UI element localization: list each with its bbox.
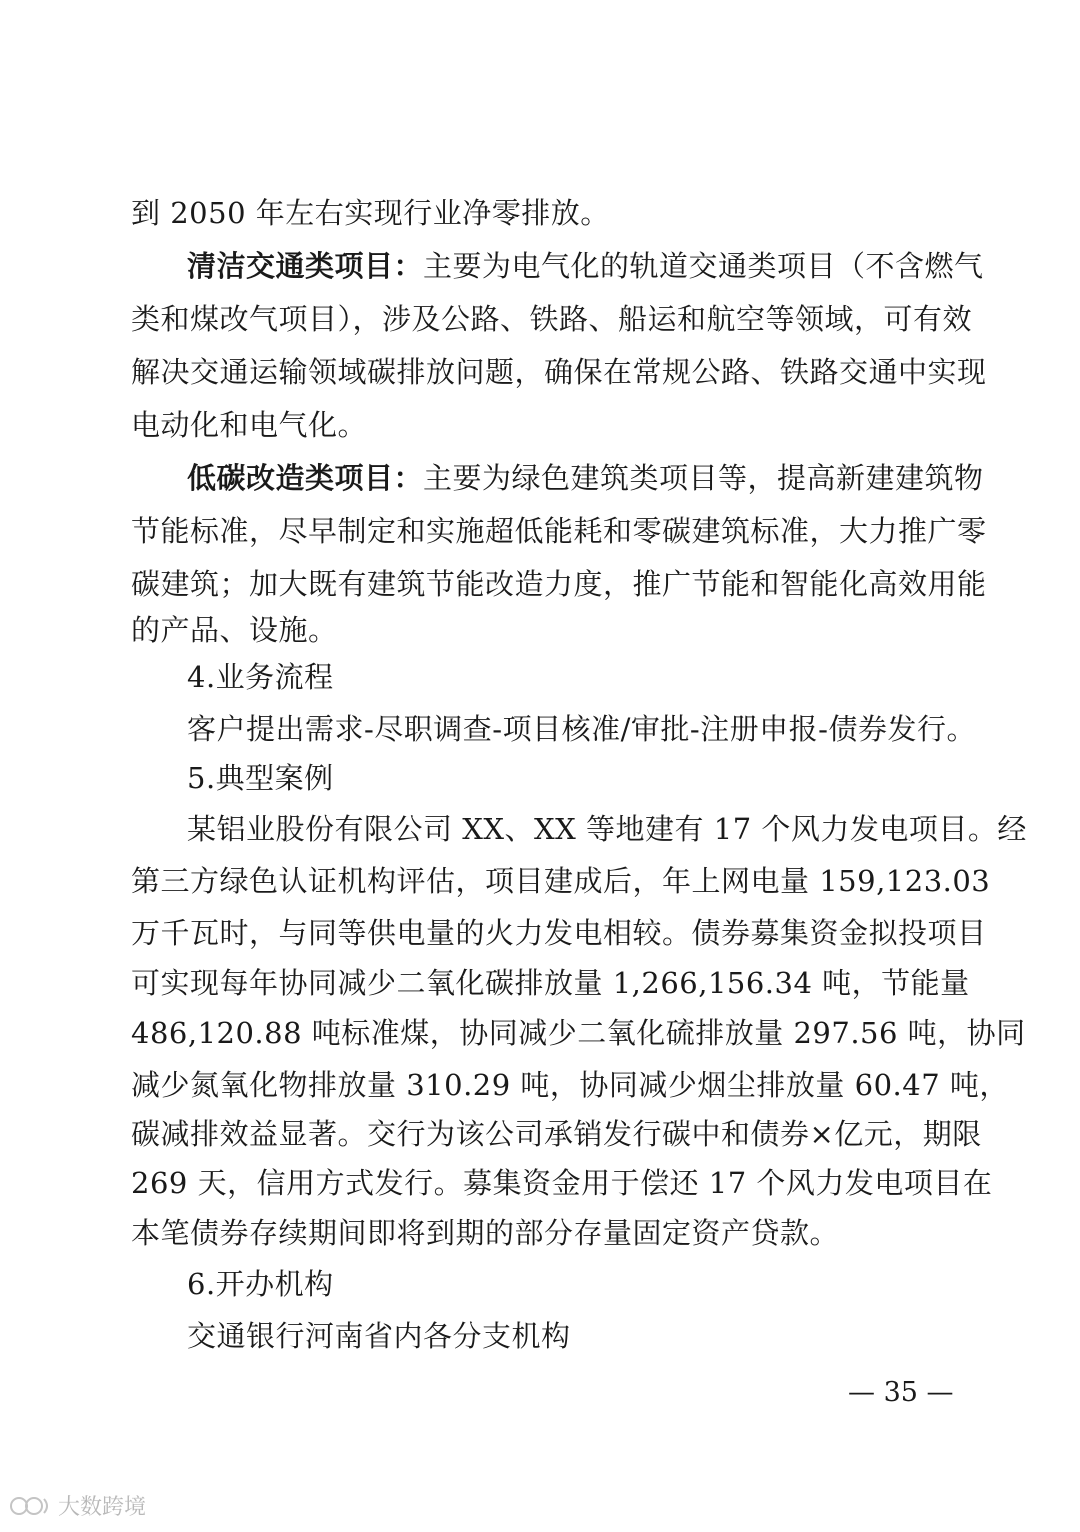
paragraph-text: 主要为电气化的轨道交通类项目（不含燃气 — [423, 249, 984, 283]
paragraph-text: 主要为绿色建筑类项目等，提高新建建筑物 — [423, 461, 984, 495]
section-heading: 4.业务流程 — [187, 660, 334, 694]
paragraph-line: 碳减排效益显著。交行为该公司承销发行碳中和债券×亿元，期限 — [131, 1117, 982, 1151]
watermark-text: 大数跨境 — [58, 1495, 147, 1520]
paragraph-line: 交通银行河南省内各分支机构 — [187, 1319, 571, 1353]
paragraph-line: 解决交通运输领域碳排放问题，确保在常规公路、铁路交通中实现 — [131, 355, 987, 389]
paragraph-line: 本笔债券存续期间即将到期的部分存量固定资产贷款。 — [131, 1216, 840, 1250]
paragraph-line: 客户提出需求-尽职调查-项目核准/审批-注册申报-债券发行。 — [187, 712, 976, 746]
watermark-logo-icon — [8, 1491, 52, 1521]
watermark — [8, 1490, 146, 1521]
paragraph-line: 类和煤改气项目），涉及公路、铁路、船运和航空等领域，可有效 — [131, 302, 973, 336]
paragraph-line: 电动化和电气化。 — [131, 408, 368, 442]
paragraph-line: 第三方绿色认证机构评估，项目建成后，年上网电量 159,123.03 — [131, 864, 991, 898]
paragraph-line — [187, 249, 984, 283]
low-carbon-heading: 低碳改造类项目： — [187, 461, 424, 495]
paragraph-line: 的产品、设施。 — [131, 613, 338, 647]
paragraph-line: 269 天，信用方式发行。募集资金用于偿还 17 个风力发电项目在 — [131, 1166, 993, 1200]
paragraph-line: 节能标准，尽早制定和实施超低能耗和零碳建筑标准，大力推广零 — [131, 514, 987, 548]
paragraph-line: 碳建筑；加大既有建筑节能改造力度，推广节能和智能化高效用能 — [131, 567, 987, 601]
page-number: — 35 — — [848, 1377, 954, 1408]
paragraph-line: 到 2050 年左右实现行业净零排放。 — [131, 196, 610, 230]
section-heading: 6.开办机构 — [187, 1267, 334, 1301]
paragraph-line: 减少氮氧化物排放量 310.29 吨，协同减少烟尘排放量 60.47 吨， — [131, 1068, 1009, 1102]
paragraph-line: 万千瓦时，与同等供电量的火力发电相较。债券募集资金拟投项目 — [131, 916, 987, 950]
paragraph-line: 可实现每年协同减少二氧化碳排放量 1,266,156.34 吨，节能量 — [131, 966, 970, 1000]
paragraph-line: 某铝业股份有限公司 XX、XX 等地建有 17 个风力发电项目。经 — [187, 812, 1027, 846]
section-heading: 5.典型案例 — [187, 761, 334, 795]
paragraph-line: 486,120.88 吨标准煤，协同减少二氧化硫排放量 297.56 吨，协同 — [131, 1016, 1026, 1050]
paragraph-line — [187, 461, 984, 495]
clean-transport-heading: 清洁交通类项目： — [187, 249, 424, 283]
